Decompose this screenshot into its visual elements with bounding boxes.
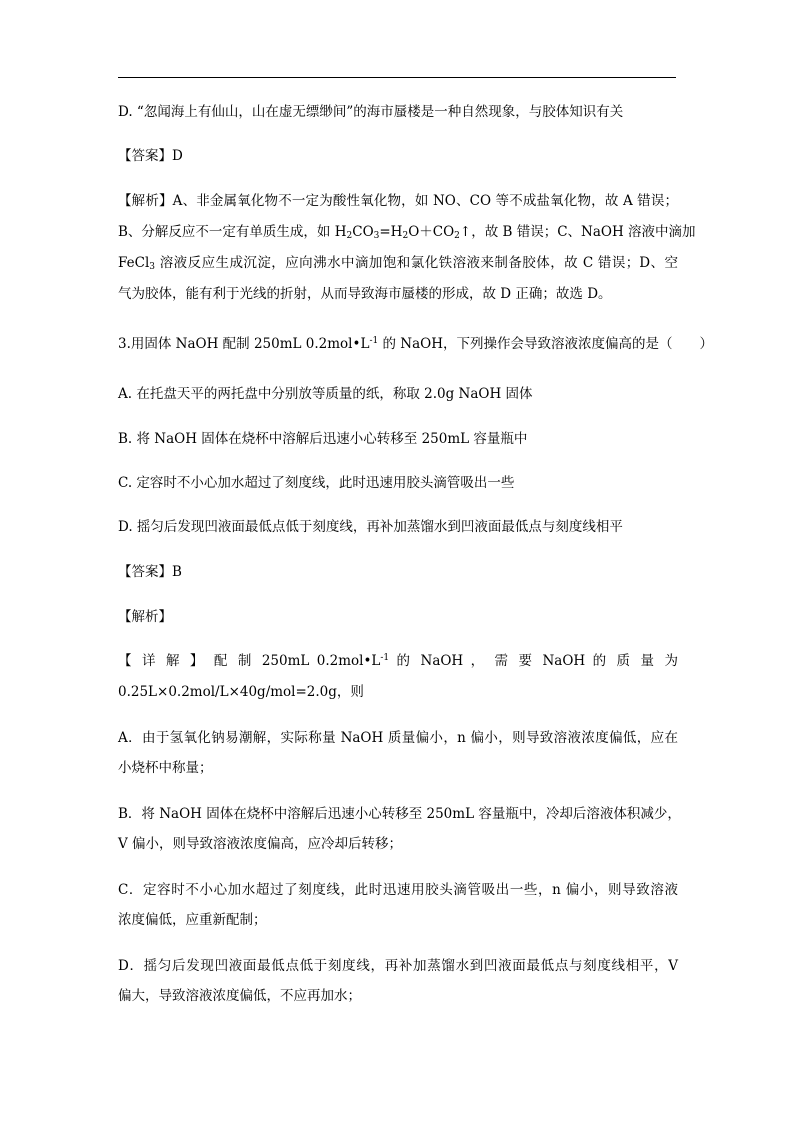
previous-analysis-line-2: B、分解反应不一定有单质生成，如 $H_2CO_3=H_2O+CO_2↑$，故 B 错误；C、NaOH 溶液中滴加	[118, 224, 696, 241]
question-3-option-b: B. 将 NaOH 固体在烧杯中溶解后迅速小心转移至 250mL 容量瓶中	[118, 431, 528, 447]
question-3-option-a: A. 在托盘天平的两托盘中分别放等质量的纸，称取 2.0g NaOH 固体	[118, 386, 533, 402]
explanation-b-line-1: B．将 NaOH 固体在烧杯中溶解后迅速小心转移至 250mL 容量瓶中，冷却后溶液体积减少，	[118, 806, 681, 822]
previous-analysis-line-3: FeCl$_3$ 溶液反应生成沉淀，应向沸水中滴加饱和氯化铁溶液来制备胶体，故 C 错误；D、空	[118, 255, 678, 272]
explanation-c-line-2: 浓度偏低，应重新配制；	[118, 912, 267, 928]
previous-answer: 【答案】D	[118, 148, 183, 164]
header-rule	[118, 77, 676, 78]
explanation-b-line-2: V 偏小，则导致溶液浓度偏高，应冷却后转移；	[118, 836, 403, 852]
question-3-detail-line-1: 【 详 解 】 配 制 250mL $0.2mol•L^{-1}$ 的 NaOH ， 需 要 NaOH 的 质 量 为	[118, 653, 678, 669]
question-3-analysis-title: 【解析】	[118, 609, 172, 625]
explanation-a-line-2: 小烧杯中称量；	[118, 760, 213, 776]
explanation-d-line-2: 偏大，导致溶液浓度偏低，不应再加水；	[118, 988, 361, 1004]
previous-analysis-line-1: 【解析】A、非金属氧化物不一定为酸性氧化物，如 NO、CO 等不成盐氧化物，故 A 错误；	[118, 193, 678, 209]
question-3-option-d: D. 摇匀后发现凹液面最低点低于刻度线，再补加蒸馏水到凹液面最低点与刻度线相平	[118, 519, 623, 535]
question-3-stem: 3.用固体 NaOH 配制 250mL $0.2mol•L^{-1}$ 的 NaOH，下列操作会导致溶液浓度偏高的是（ ）	[118, 336, 714, 352]
previous-analysis-line-4: 气为胶体，能有利于光线的折射，从而导致海市蜃楼的形成，故 D 正确；故选 D。	[118, 286, 612, 302]
previous-question-option-d: D. “忽闻海上有仙山，山在虚无缥缈间”的海市蜃楼是一种自然现象，与胶体知识有关	[118, 104, 624, 120]
explanation-d-line-1: D．摇匀后发现凹液面最低点低于刻度线，再补加蒸馏水到凹液面最低点与刻度线相平，V	[118, 958, 678, 974]
explanation-c-line-1: C．定容时不小心加水超过了刻度线，此时迅速用胶头滴管吸出一些，n 偏小，则导致溶液	[118, 882, 678, 898]
explanation-a-line-1: A．由于氢氧化钠易潮解，实际称量 NaOH 质量偏小，n 偏小，则导致溶液浓度偏低，应在	[118, 730, 678, 746]
question-3-option-c: C. 定容时不小心加水超过了刻度线，此时迅速用胶头滴管吸出一些	[118, 475, 515, 491]
question-3-detail-line-2: 0.25L×0.2mol/L×40g/mol=2.0g，则	[118, 684, 364, 700]
question-3-answer: 【答案】B	[118, 564, 182, 580]
